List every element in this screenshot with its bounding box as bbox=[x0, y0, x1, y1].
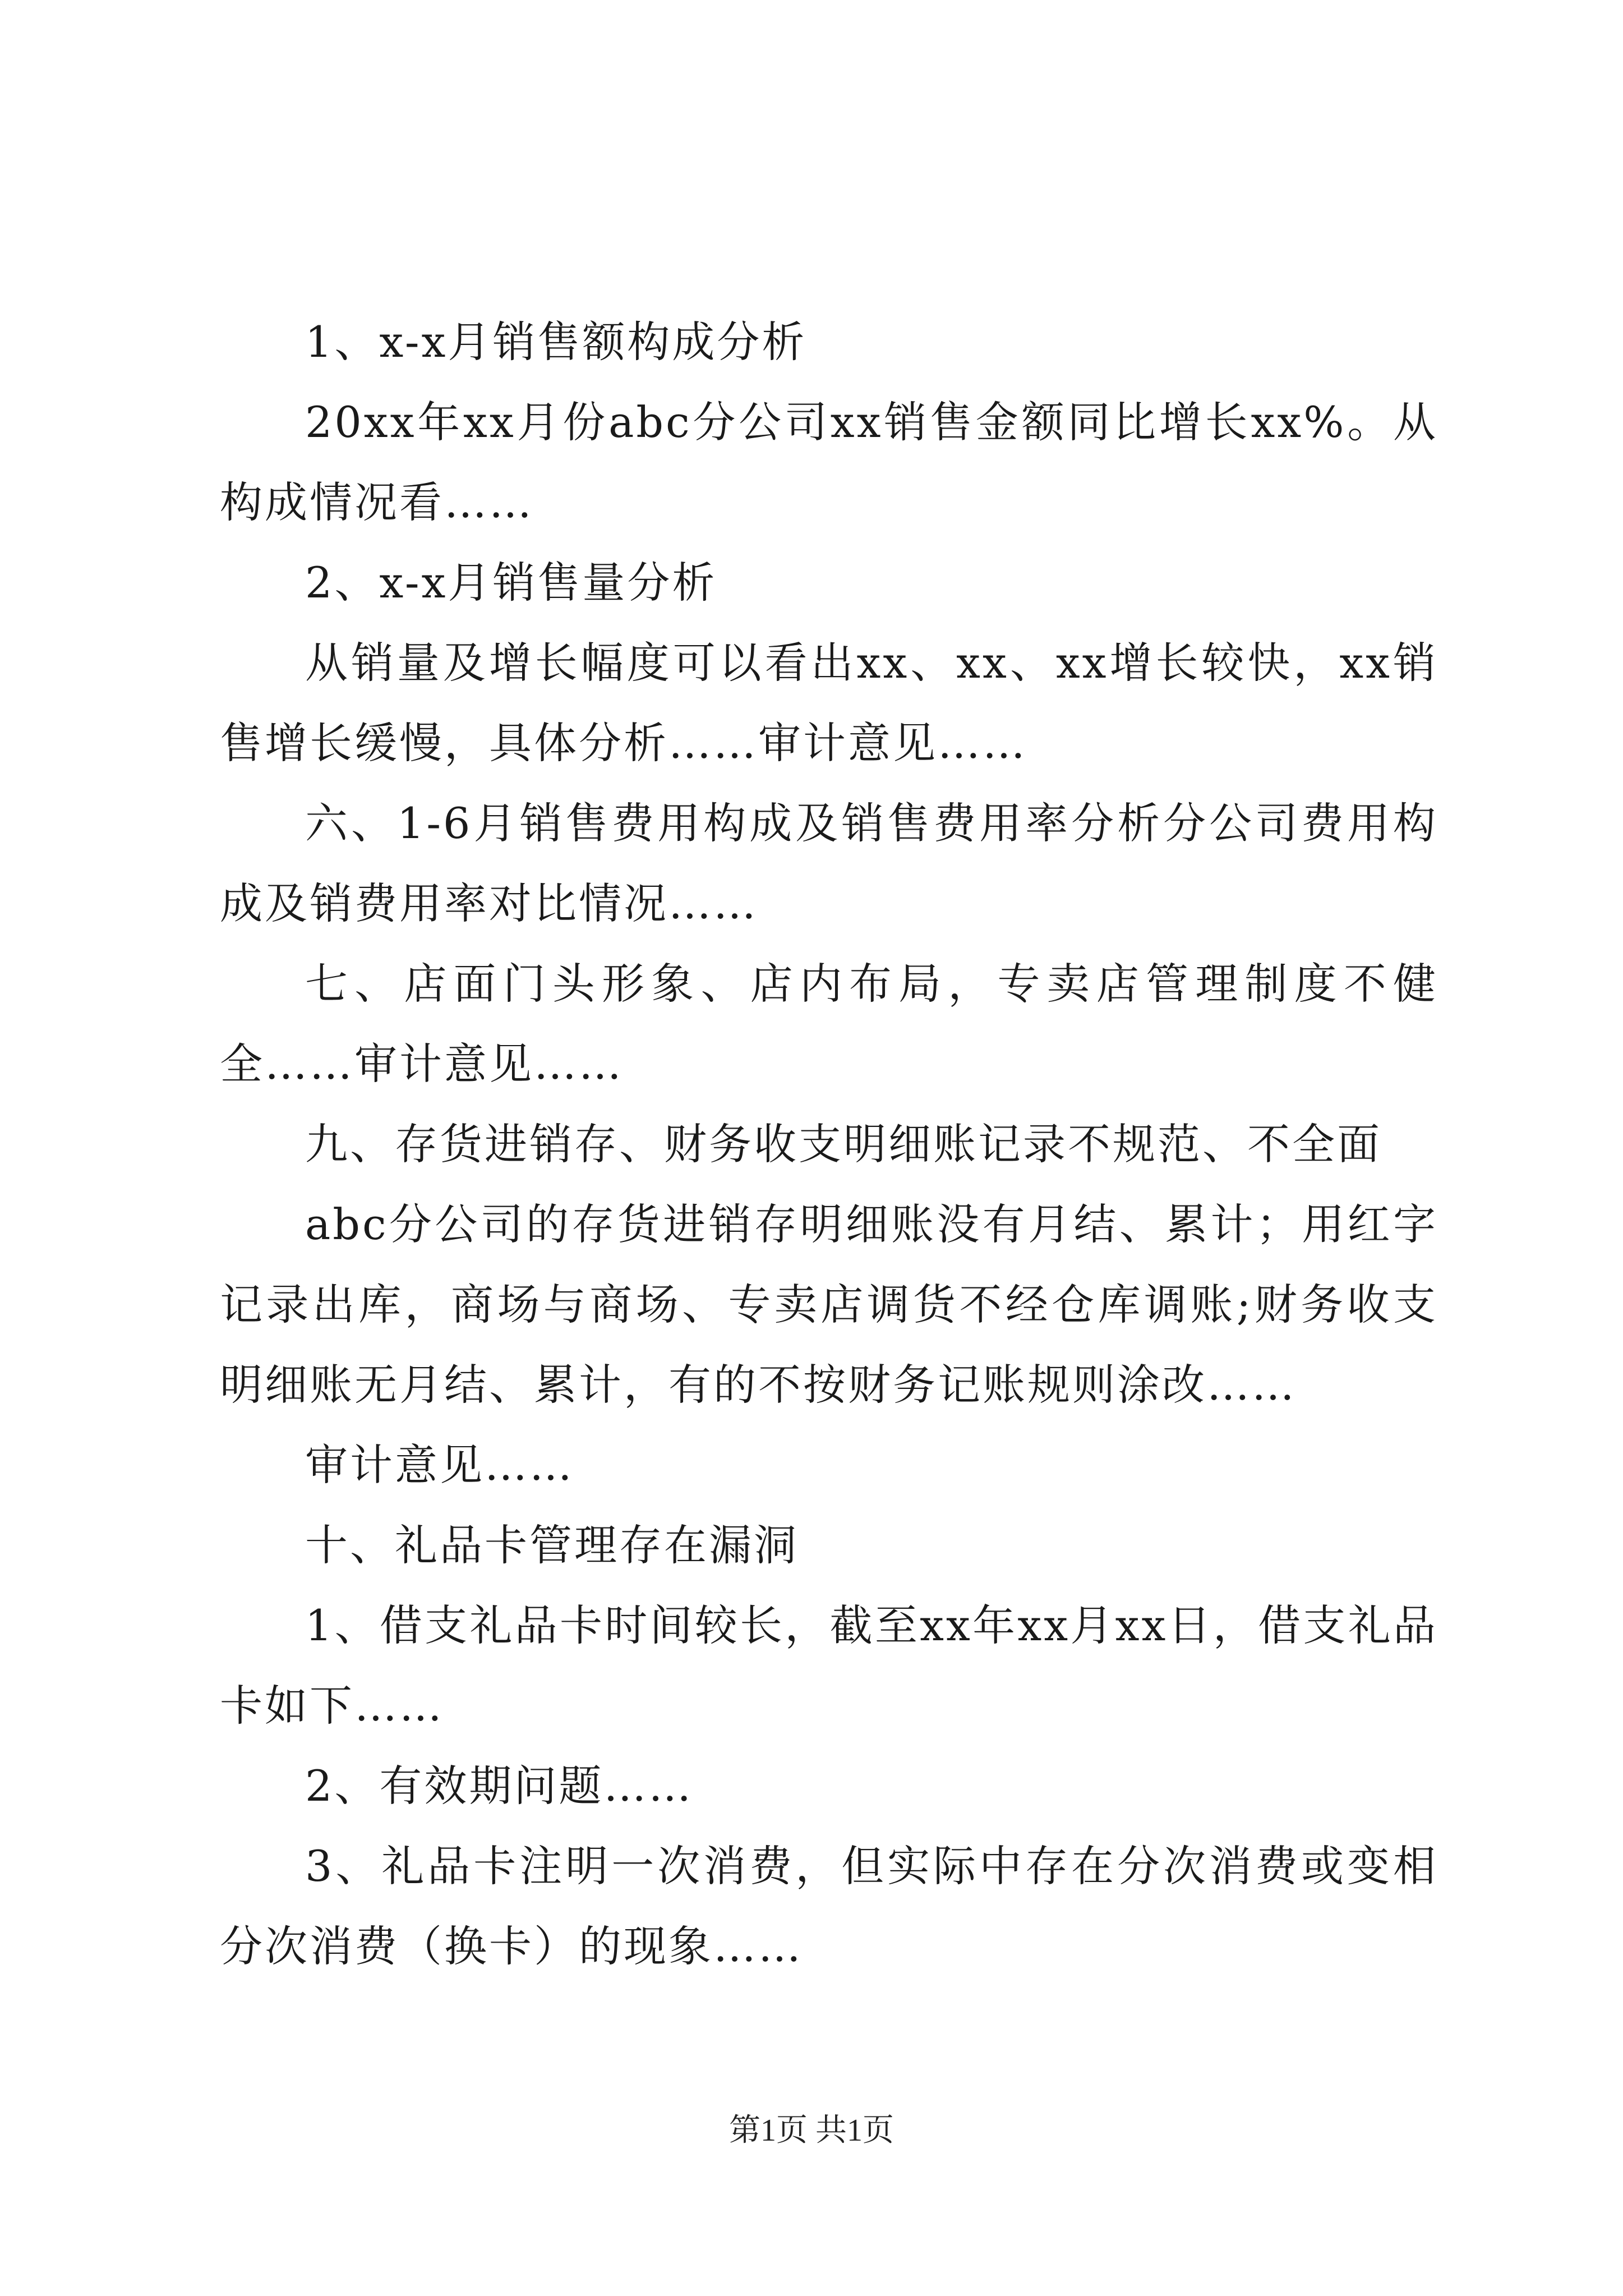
heading-section-nine: 九、存货进销存、财务收支明细账记录不规范、不全面 bbox=[305, 1119, 1382, 1169]
paragraph-section-six: 六、1-6月销售费用构成及销售费用率分析分公司费用构成及销费用率对比情况…… bbox=[220, 798, 1438, 928]
paragraph-gift-card-loan: 1、借支礼品卡时间较长，截至xx年xx月xx日，借支礼品卡如下…… bbox=[220, 1600, 1438, 1731]
heading-section-ten: 十、礼品卡管理存在漏洞 bbox=[305, 1520, 799, 1570]
paragraph-gift-card-validity: 2、有效期问题…… bbox=[305, 1761, 694, 1811]
paragraph-sales-volume: 从销量及增长幅度可以看出xx、xx、xx增长较快，xx销售增长缓慢，具体分析……审计意见…… bbox=[220, 638, 1438, 768]
paragraph-gift-card-consumption: 3、礼品卡注明一次消费，但实际中存在分次消费或变相分次消费（换卡）的现象…… bbox=[220, 1841, 1438, 1971]
heading-sales-amount-analysis: 1、x-x月销售额构成分析 bbox=[305, 317, 807, 367]
paragraph-section-seven: 七、店面门头形象、店内布局，专卖店管理制度不健全……审计意见…… bbox=[220, 959, 1438, 1089]
page-number-footer: 第1页 共1页 bbox=[729, 2113, 894, 2148]
document-body bbox=[220, 302, 1438, 1986]
paragraph-sales-amount: 20xx年xx月份abc分公司xx销售金额同比增长xx%。从构成情况看…… bbox=[220, 397, 1438, 527]
paragraph-inventory-ledger: abc分公司的存货进销存明细账没有月结、累计；用红字记录出库，商场与商场、专卖店调货不经仓库调账;财务收支明细账无月结、累计，有的不按财务记账规则涂改…… bbox=[220, 1199, 1438, 1410]
paragraph-audit-opinion: 审计意见…… bbox=[305, 1440, 574, 1490]
heading-sales-volume-analysis: 2、x-x月销售量分析 bbox=[305, 558, 717, 608]
